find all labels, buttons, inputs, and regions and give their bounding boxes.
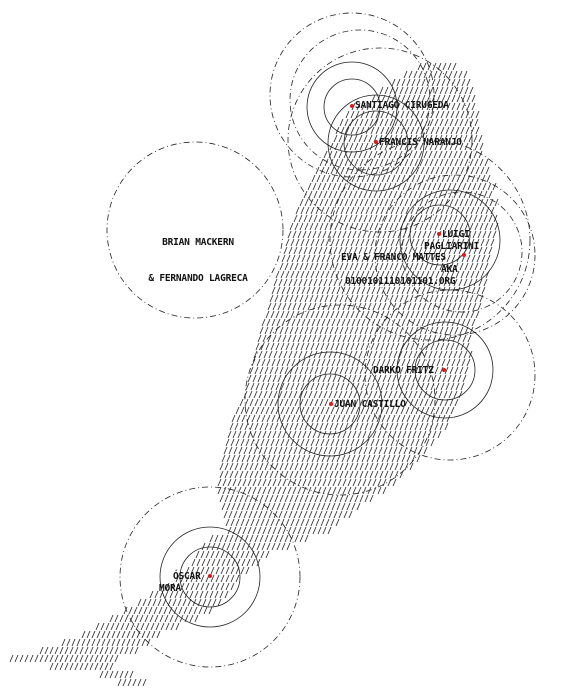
marker-dot-juan <box>329 402 333 406</box>
label-santiago[interactable]: SANTIAGO CIRUGEDA <box>355 100 449 111</box>
marker-dot-darko <box>442 368 446 372</box>
label-eva-line1[interactable]: EVA & FRANCO MATTES <box>341 252 446 263</box>
label-darko[interactable]: DARKO FRITZ <box>373 365 434 376</box>
label-eva-line2[interactable]: AKA <box>441 264 458 275</box>
marker-dot-oscar <box>208 574 212 578</box>
label-brian-line1: BRIAN MACKERN <box>162 237 234 248</box>
label-francis[interactable]: FRANCIS NARANJO <box>379 137 462 148</box>
label-oscar-line1[interactable]: ÓSCAR <box>173 571 201 582</box>
marker-dot-francis <box>374 140 378 144</box>
marker-dot-luigi <box>437 232 441 236</box>
label-eva-line3[interactable]: 0100101110101101.ORG <box>345 276 456 287</box>
label-luigi-line2[interactable]: PAGLIARINI <box>424 241 480 252</box>
label-brian-line2: & FERNANDO LAGRECA <box>148 273 248 284</box>
label-oscar-line2[interactable]: MORA <box>159 583 182 594</box>
label-juan[interactable]: JUAN CASTILLO <box>334 399 406 410</box>
marker-dot-santiago <box>350 104 354 108</box>
marker-dot-eva <box>462 253 466 257</box>
label-luigi-line1[interactable]: LUIGI <box>442 229 470 240</box>
label-brian[interactable] <box>138 213 258 309</box>
